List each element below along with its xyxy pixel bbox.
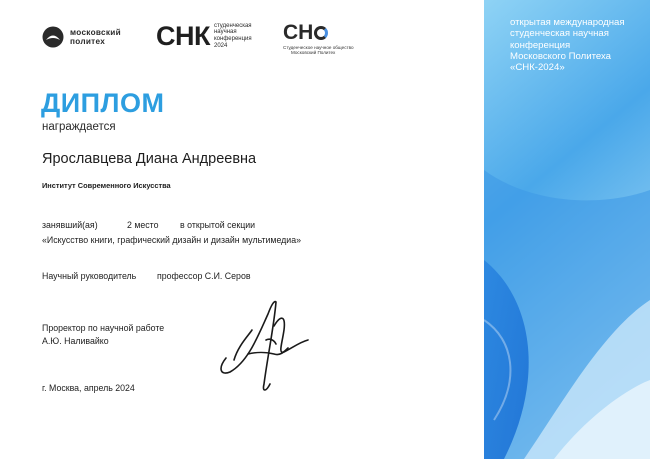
recipient-name: Ярославцева Диана Андреевна (42, 151, 257, 167)
supervisor-name: профессор С.И. Серов (157, 271, 251, 281)
awarded-text: награждается (42, 121, 116, 133)
snk-logo-letters: СНК (156, 21, 210, 51)
prorector-name: А.Ю. Наливайко (42, 336, 109, 346)
section-label: в открытой секции (180, 220, 256, 230)
signature-image (208, 296, 318, 396)
city-date: г. Москва, апрель 2024 (42, 383, 135, 393)
section-name: «Искусство книги, графический дизайн и дизайн мультимедиа» (42, 235, 302, 245)
sno-logo-caption: Студенческое научное общество Московский Политех (283, 45, 354, 56)
snk-logo-caption: студенческая научная конференция 2024 (213, 22, 252, 49)
decorative-panel (484, 0, 650, 459)
diploma-title: ДИПЛОМ (41, 88, 165, 118)
conference-description: открытая международная студенческая научная конференция Московского Политеха «СНК-2024» (510, 17, 625, 74)
prorector-title: Проректор по научной работе (42, 323, 165, 333)
polytech-logo-icon (42, 26, 64, 48)
institute-name: Институт Современного Искусства (42, 181, 171, 190)
polytech-logo (42, 26, 121, 48)
applied-label: занявший(ая) (42, 220, 98, 230)
sno-logo-letters: СН (283, 22, 354, 44)
supervisor-label: Научный руководитель (42, 271, 137, 281)
sno-logo-ring-icon (314, 26, 328, 40)
polytech-logo-text: московский политех (70, 28, 121, 46)
snk-logo (156, 22, 252, 50)
sno-logo (283, 22, 354, 56)
place-value: 2 место (127, 220, 159, 230)
